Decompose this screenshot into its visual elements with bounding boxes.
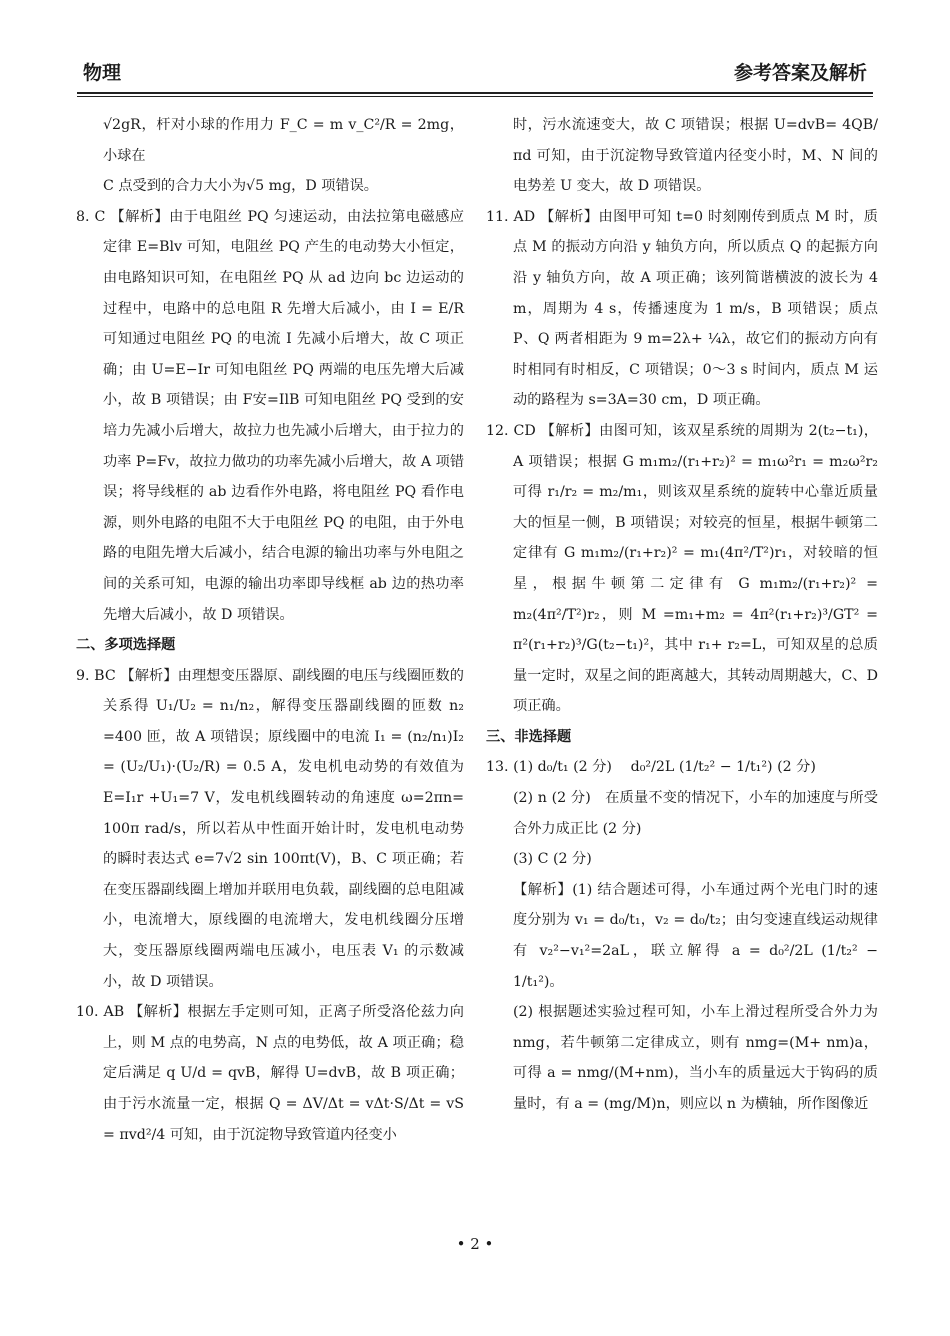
answer-paragraph: (2) 根据题述实验过程可知，小车上滑过程所受合外力为 nmg，若牛顿第二定律成立，则有 nmg=(M+ nm)a，可得 a = nmg/(M+nm)，当小车的质量远大于钩码的质量时，有 a = (mg/M)n，则应以 n 为横轴，所作图像近 — [513, 1004, 878, 1112]
answer-paragraph: 12. CD 【解析】由图可知，该双星系统的周期为 2(t₂−t₁)，A 项错误；根据 G m₁m₂/(r₁+r₂)² = m₁ω²r₁ = m₂ω²r₂ 可得 r₁/r₂ = m₂/m₁，则该双星系统的旋转中心靠近质量大的恒星一侧，B 项错误；对较亮的恒星，根据牛顿第二定律有 G m₁m₂/(r₁+r₂)² = m₁(4π²/T²)r₁，对较暗的恒星，根据牛顿第二定律有 G m₁m₂/(r₁+r₂)² = m₂(4π²/T²)r₂，则 M =m₁+m₂ = 4π²(r₁+r₂)³/GT² = π²(r₁+r₂)³/G(t₂−t₁)²，其中 r₁+ r₂=L，可知双星的总质量一定时，双星之间的距离越大，其转动周期越大，C、D 项正确。 — [486, 422, 878, 715]
answer-paragraph: 11. AD 【解析】由图甲可知 t=0 时刻刚传到质点 M 时，质点 M 的振动方向沿 y 轴负方向，所以质点 Q 的起振方向沿 y 轴负方向，故 A 项正确；该列简谐横波的波长为 4 m，周期为 4 s，传播速度为 1 m/s，B 项错误；质点 P、Q 两者相距为 9 m=2λ+ ¼λ，故它们的振动方向有时相同有时相反，C 项错误；0～3 s 时间内，质点 M 运动的路程为 s=3A=30 cm，D 项正确。 — [486, 208, 878, 409]
answer-paragraph: 9. BC 【解析】由理想变压器原、副线圈的电压与线圈匝数的关系得 U₁/U₂ = n₁/n₂，解得变压器副线圈的匝数 n₂ =400 匝，故 A 项错误；原线圈中的电流 I₁ = (n₂/n₁)I₂ = (U₂/U₁)·(U₂/R) = 0.5 A，发电机电动势的有效值为 E=I₁r +U₁=7 V，发电机线圈转动的角速度 ω=2πn= 100π rad/s，所以若从中性面开始计时，发电机电动势的瞬时表达式 e=7√2 sin 100πt(V)，B、C 项正确；若在变压器副线圈上增加并联用电负载，副线圈的总电阻减小，电流增大，原线圈的电流增大，发电机线圈分压增大，变压器原线圈两端电压减小，电压表 V₁ 的示数减小，故 D 项错误。 — [76, 667, 464, 990]
subject-title: 物理 — [83, 62, 122, 84]
answer-paragraph: 【解析】(1) 结合题述可得，小车通过两个光电门时的速度分别为 v₁ = d₀/t₁，v₂ = d₀/t₂；由匀变速直线运动规律有 v₂²−v₁²=2aL，联立解得 a = d₀²/2L (1/t₂² − 1/t₁²)。 — [513, 881, 878, 990]
section-heading: 二、多项选择题 — [76, 637, 176, 654]
header-rule — [77, 92, 873, 94]
answer-paragraph: (2) n (2 分) 在质量不变的情况下，小车的加速度与所受合外力成正比 (2 分) — [513, 790, 878, 837]
page-number: • 2 • — [456, 1235, 494, 1253]
answer-paragraph: 时，污水流速变大，故 C 项错误；根据 U=dvB= 4QB/πd 可知，由于沉淀物导致管道内径变小时，M、N 间的电势差 U 变大，故 D 项错误。 — [513, 117, 878, 195]
header-rule-thin — [77, 96, 873, 97]
left-column — [76, 110, 464, 1150]
answer-paragraph: 10. AB 【解析】根据左手定则可知，正离子所受洛伦兹力向上，则 M 点的电势高，N 点的电势低，故 A 项正确；稳定后满足 q U/d = qvB，解得 U=dvB，故 B 项正确；由于污水流量一定，根据 Q = ΔV/Δt = vΔt·S/Δt = vS = πvd²/4 可知，由于沉淀物导致管道内径变小 — [76, 1004, 464, 1143]
page-header — [77, 58, 873, 94]
answer-paragraph: √2gR，杆对小球的作用力 F_C = m v_C²/R = 2mg，小球在 — [103, 117, 464, 164]
answer-paragraph: 8. C 【解析】由于电阻丝 PQ 匀速运动，由法拉第电磁感应定律 E=Blv 可知，电阻丝 PQ 产生的电动势大小恒定，由电路知识可知，在电阻丝 PQ 从 ad 边向 bc 边运动的过程中，电路中的总电阻 R 先增大后减小，由 I = E/R 可知通过电阻丝 PQ 的电流 I 先减小后增大，故 C 项正确；由 U=E−Ir 可知电阻丝 PQ 两端的电压先增大后减小，故 B 项错误；由 F安=IlB 可知电阻丝 PQ 受到的安培力先减小后增大，故拉力也先减小后增大，由于拉力的功率 P=Fv，故拉力做功的功率先减小后增大，故 A 项错误；将导线框的 ab 边看作外电路，将电阻丝 PQ 看作电源，则外电路的电阻不大于电阻丝 PQ 的电阻，由于外电路的电阻先增大后减小，结合电源的输出功率与外电阻之间的关系可知，电源的输出功率即导线框 ab 边的热功率先增大后减小，故 D 项错误。 — [76, 208, 465, 623]
section-heading: 三、非选择题 — [486, 728, 572, 745]
right-column — [486, 110, 878, 1120]
answer-paragraph: (3) C (2 分) — [513, 851, 592, 868]
section-title: 参考答案及解析 — [733, 62, 867, 84]
answer-paragraph: C 点受到的合力大小为√5 mg，D 项错误。 — [103, 178, 378, 195]
answer-paragraph: 13. (1) d₀/t₁ (2 分) d₀²/2L (1/t₂² − 1/t₁²) (2 分) — [486, 759, 816, 776]
